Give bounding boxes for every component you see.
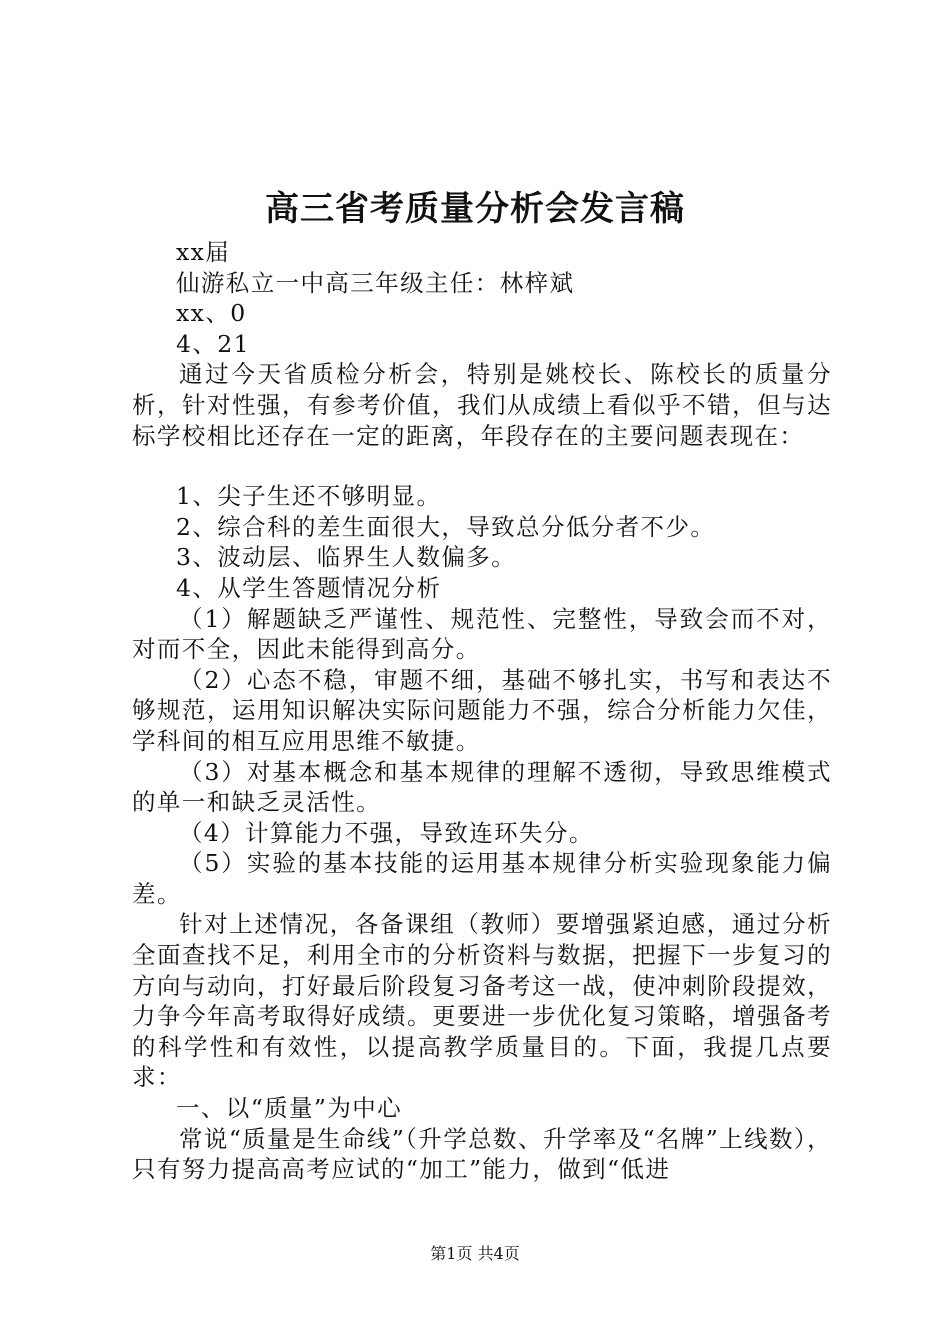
- paragraph-gap: [132, 451, 832, 481]
- section-paragraph: 常说“质量是生命线”（升学总数、升学率及“名牌”上线数），只有努力提高高考应试的“加工”能力，做到“低进: [132, 1124, 832, 1184]
- problem-item: 2、综合科的差生面很大，导致总分低分者不少。: [176, 512, 716, 541]
- analysis-sub-item: （3）对基本概念和基本规律的理解不透彻，导致思维模式的单一和缺乏灵活性。: [132, 757, 832, 817]
- problem-item: 3、波动层、临界生人数偏多。: [176, 543, 517, 572]
- analysis-sub-item: （1）解题缺乏严谨性、规范性、完整性，导致会而不对，对而不全，因此未能得到高分。: [132, 604, 832, 664]
- meta-session: xx届: [176, 238, 231, 266]
- document-title: 高三省考质量分析会发言稿: [265, 189, 685, 229]
- analysis-sub-item: （2）心态不稳，审题不细，基础不够扎实，书写和表达不够规范，运用知识解决实际问题能力不强，综合分析能力欠佳，学科间的相互应用思维不敏捷。: [132, 665, 832, 755]
- meta-date-part1: xx、0: [176, 299, 247, 328]
- section-heading: 一、以“质量”为中心: [176, 1094, 403, 1123]
- problem-item: 1、尖子生还不够明显。: [176, 482, 442, 511]
- problem-item: 4、从学生答题情况分析: [176, 573, 442, 602]
- analysis-sub-item: （5）实验的基本技能的运用基本规律分析实验现象能力偏差。: [132, 849, 832, 908]
- intro-paragraph: 通过今天省质检分析会，特别是姚校长、陈校长的质量分析，针对性强，有参考价值，我们从成绩上看似乎不错，但与达标学校相比还存在一定的距离，年段存在的主要问题表现在：: [132, 360, 832, 450]
- document-body: [132, 237, 832, 1185]
- page-number-footer: 第1页 共4页: [430, 1244, 520, 1263]
- analysis-sub-item: （4）计算能力不强，导致连环失分。: [179, 818, 594, 847]
- requirements-paragraph: 针对上述情况，各备课组（教师）要增强紧迫感，通过分析全面查找不足，利用全市的分析资料与数据，把握下一步复习的方向与动向，打好最后阶段复习备考这一战，使冲刺阶段提效，力争今年高考取得好成绩。更要进一步优化复习策略，增强备考的科学性和有效性，以提高教学质量目的。下面，我提几点要求：: [132, 910, 832, 1092]
- meta-author: 仙游私立一中高三年级主任：林梓斌: [176, 268, 575, 297]
- meta-date-part2: 4、21: [176, 329, 250, 358]
